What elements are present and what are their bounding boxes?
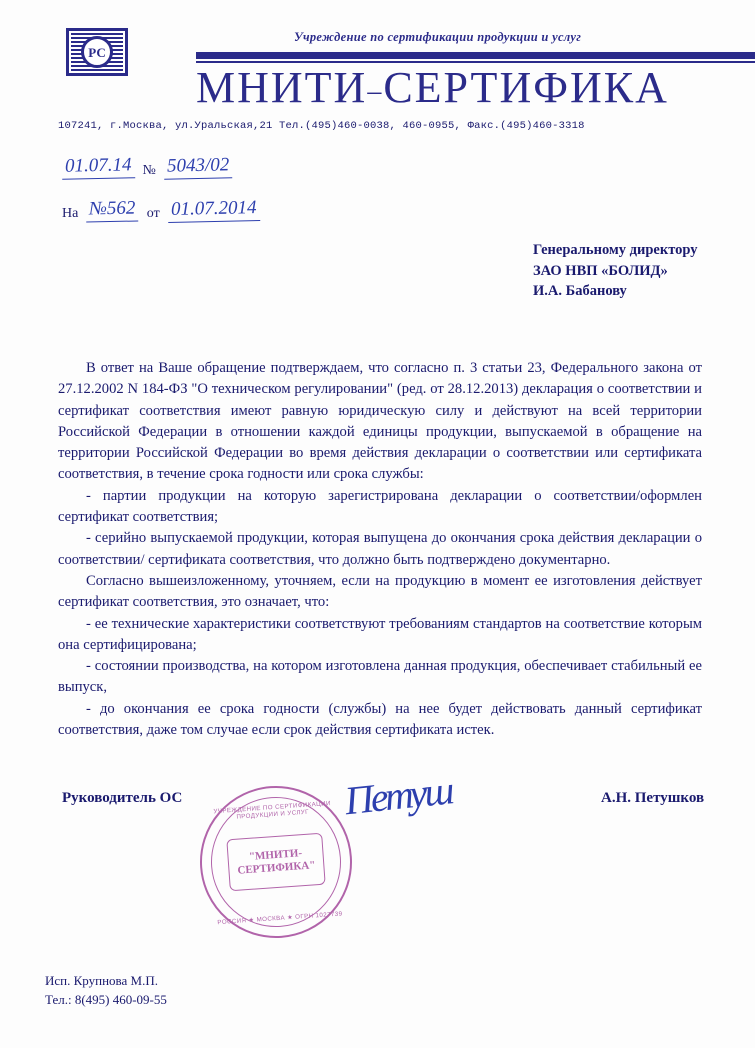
signatory-role: Руководитель ОС	[62, 790, 183, 806]
body-paragraph-5: - ее технические характеристики соответствуют требованиям стандартов на соответствие которым она сертифицирована;	[58, 615, 702, 653]
outgoing-number: 5043/02	[164, 154, 233, 179]
incoming-number: №562	[86, 197, 139, 222]
letter-body	[58, 358, 702, 741]
header-address: 107241, г.Москва, ул.Уральская,21 Тел.(495)460-0038, 460-0955, Факс.(495)460-3318	[58, 120, 585, 132]
body-paragraph-6: - состоянии производства, на котором изготовлена данная продукция, обеспечивает стабильный ее выпуск,	[58, 658, 702, 696]
incoming-from-label: от	[146, 206, 160, 221]
body-paragraph-2: - партии продукции на которую зарегистрирована декларации о соответствии/оформлен сертификат соответствия;	[58, 487, 702, 526]
organization-subtitle: Учреждение по сертификации продукции и услуг	[294, 30, 582, 44]
outgoing-reference-row	[62, 155, 232, 179]
addressee-line-2: ЗАО НВП «БОЛИД»	[533, 262, 668, 279]
handwritten-signature: Петуш	[342, 767, 454, 824]
footer-phone: Тел.: 8(495) 460-09-55	[45, 991, 167, 1007]
stamp-bottom-text: РОССИЯ ★ МОСКВА ★ ОГРН 1027739	[217, 910, 343, 927]
stamp-center-text: "МНИТИ-СЕРТИФИКА"	[226, 833, 325, 892]
stamp-top-text: УЧРЕЖДЕНИЕ ПО СЕРТИФИКАЦИИ ПРОДУКЦИИ И УСЛУГ	[213, 800, 332, 821]
header-rule-thick	[196, 52, 755, 59]
footer-executor: Исп. Крупнова М.П.	[45, 973, 158, 988]
certification-logo	[66, 28, 128, 76]
incoming-date: 01.07.2014	[167, 197, 259, 223]
incoming-reference-row	[62, 198, 259, 222]
body-paragraph-4: Согласно вышеизложенному, уточняем, если на продукцию в момент ее изготовления действует сертификат соответствия, это означает, что:	[58, 572, 702, 611]
brand-title-left: МНИТИ	[196, 63, 368, 112]
addressee-block	[533, 240, 698, 302]
brand-title	[196, 63, 669, 112]
body-paragraph-7: - до окончания ее срока годности (службы) на нее будет действовать данный сертификат соответствия, даже том случае если срок действия сертификата истек.	[58, 700, 702, 739]
logo-ring-label: РС	[81, 36, 113, 68]
incoming-prefix-label: На	[62, 206, 79, 221]
number-symbol: №	[142, 163, 156, 178]
outgoing-date: 01.07.14	[62, 154, 135, 180]
brand-title-right: СЕРТИФИКА	[383, 63, 669, 112]
letterhead	[58, 20, 698, 135]
logo-stripes-icon	[71, 33, 123, 71]
addressee-line-3: И.А. Бабанову	[533, 283, 627, 300]
addressee-line-1: Генеральному директору	[533, 242, 698, 258]
body-paragraph-1: В ответ на Ваше обращение подтверждаем, что согласно п. 3 статьи 23, Федерального закона от 27.12.2002 N 184-ФЗ "О техническом регулировании" (ред. от 28.12.2013) декларация о соответствии и сертификат соответствия имеют равную юридическую силу и действуют на всей территории Российской Федерации в отношении каждой единицы продукции, выпускаемой в обращение на территории Российской Федерации во время действия декларации о соответствии или сертификата соответствия, в течение срока годности или срока службы:	[58, 360, 702, 483]
signatory-name: А.Н. Петушков	[601, 790, 705, 806]
body-paragraph-3: - серийно выпускаемой продукции, которая выпущена до окончания срока действия декларации о соответствии/ сертификата соответствия, что должно быть подтверждено документарно.	[58, 530, 702, 568]
brand-title-dash: –	[367, 75, 384, 107]
official-stamp	[195, 781, 357, 943]
document-footer	[45, 972, 167, 1010]
